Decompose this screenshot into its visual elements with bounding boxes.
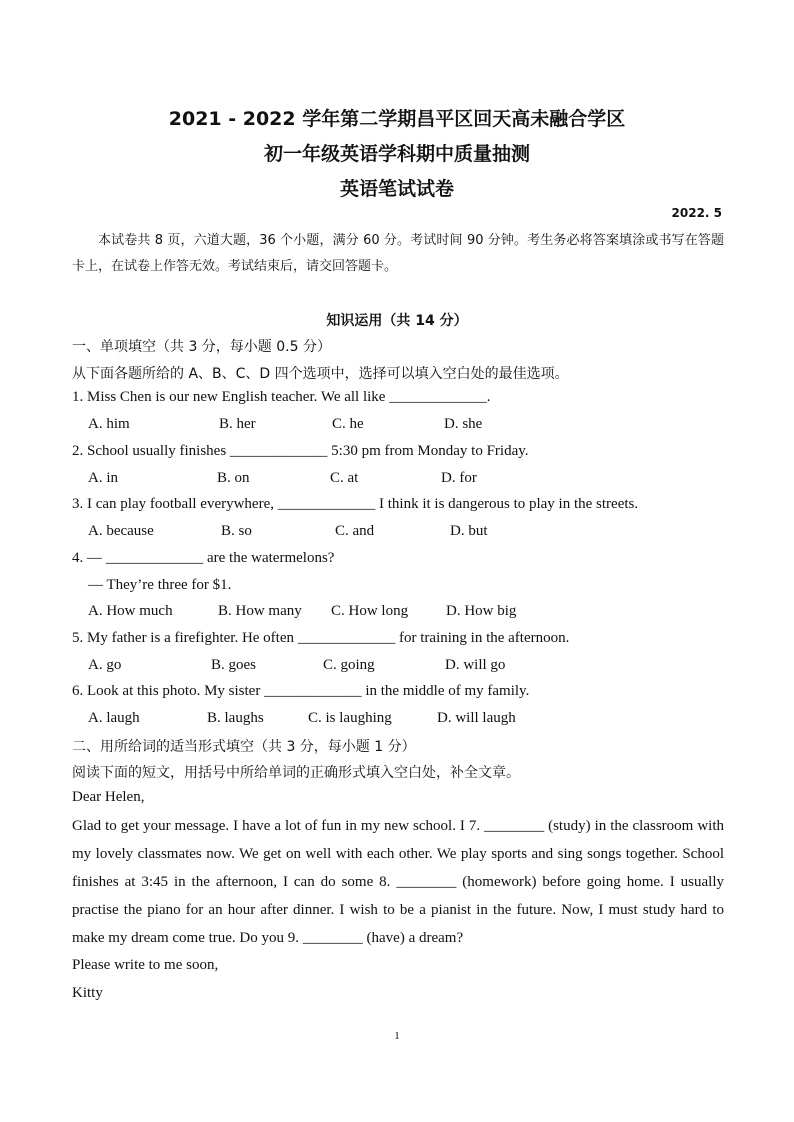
question-4-option-d: D. How big: [446, 603, 517, 619]
question-6-stem: 6. Look at this photo. My sister _____________ in the middle of my family.: [72, 683, 530, 699]
question-1-stem: 1. Miss Chen is our new English teacher. We all like _____________.: [72, 389, 491, 405]
question-3-option-a: A. because: [88, 523, 154, 539]
part1-title: 一、单项填空（共 3 分，每小题 0.5 分）: [72, 339, 331, 355]
question-5-option-b: B. goes: [211, 657, 256, 673]
question-5-stem: 5. My father is a firefighter. He often _____________ for training in the afternoon.: [72, 630, 570, 646]
question-2-option-b: B. on: [217, 470, 250, 486]
letter-greeting: Dear Helen,: [72, 789, 145, 805]
question-3-stem: 3. I can play football everywhere, _____________ I think it is dangerous to play in the streets.: [72, 496, 639, 512]
question-6-option-b: B. laughs: [207, 710, 264, 726]
exam-title-line3: 英语笔试试卷: [339, 178, 454, 200]
question-1-option-b: B. her: [219, 416, 256, 432]
question-1-option-a: A. him: [88, 416, 130, 432]
question-2-option-c: C. at: [330, 470, 359, 486]
exam-title-line1: 2021 - 2022 学年第二学期昌平区回天高未融合学区: [168, 108, 626, 130]
question-6-option-c: C. is laughing: [308, 710, 392, 726]
question-2-option-a: A. in: [88, 470, 118, 486]
section-heading: 知识运用（共 14 分）: [326, 313, 468, 329]
question-2-stem: 2. School usually finishes _____________ 5:30 pm from Monday to Friday.: [72, 443, 529, 459]
question-4-stem: 4. — _____________ are the watermelons?: [72, 550, 335, 566]
letter-signature: Kitty: [72, 985, 103, 1001]
question-6-option-a: A. laugh: [88, 710, 140, 726]
part2-title: 二、用所给词的适当形式填空（共 3 分，每小题 1 分）: [72, 739, 416, 755]
question-1-option-c: C. he: [332, 416, 364, 432]
question-6-option-d: D. will laugh: [437, 710, 516, 726]
question-3-option-d: D. but: [450, 523, 488, 539]
question-5-option-c: C. going: [323, 657, 375, 673]
question-3-option-c: C. and: [335, 523, 375, 539]
exam-title-line2: 初一年级英语学科期中质量抽测: [263, 143, 530, 165]
question-2-option-d: D. for: [441, 470, 477, 486]
question-3-option-b: B. so: [221, 523, 252, 539]
question-5-option-d: D. will go: [445, 657, 506, 673]
question-5-option-a: A. go: [88, 657, 122, 673]
letter-body: Glad to get your message. I have a lot of fun in my new school. I 7. ________ (study) in the classroom with my lovely classmates now. We get on well with each other. We play sports and sing songs together. School finishes at 3:45 in the afternoon, I can do some 8. ________ (homework) before going home. I usually practise the piano for an hour after dinner. I wish to be a pianist in the future. Now, I must study hard to make my dream come true. Do you 9. ________ (have) a dream?: [72, 818, 724, 946]
question-4-option-c: C. How long: [331, 603, 409, 619]
page-number: 1: [394, 1030, 400, 1042]
question-1-option-d: D. she: [444, 416, 483, 432]
exam-date: 2022. 5: [671, 206, 722, 220]
part2-instruction: 阅读下面的短文，用括号中所给单词的正确形式填入空白处，补全文章。: [72, 765, 520, 781]
question-4-option-a: A. How much: [88, 603, 173, 619]
letter-closing: Please write to me soon,: [72, 957, 219, 973]
part1-instruction: 从下面各题所给的 A、B、C、D 四个选项中，选择可以填入空白处的最佳选项。: [72, 366, 569, 382]
question-4-response: — They’re three for $1.: [88, 577, 232, 593]
question-4-option-b: B. How many: [218, 603, 302, 619]
exam-instructions: 本试卷共 8 页，六道大题，36 个小题，满分 60 分。考试时间 90 分钟。考生务必将答案填涂或书写在答题卡上，在试卷上作答无效。考试结束后，请交回答题卡。: [72, 233, 724, 274]
